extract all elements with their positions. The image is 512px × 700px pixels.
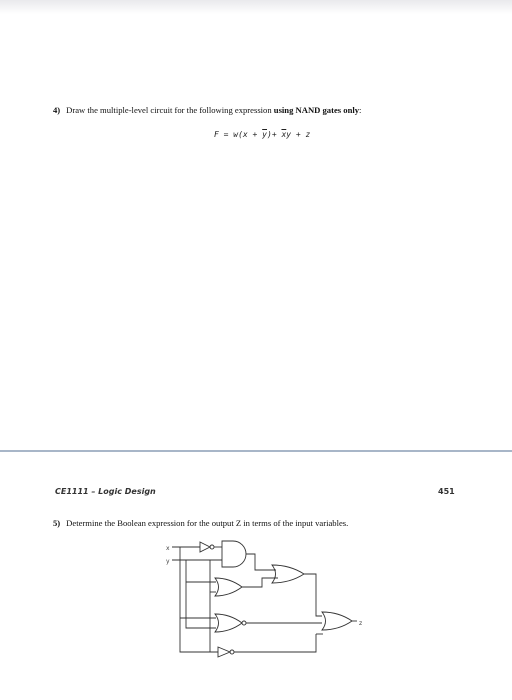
- course-footer: CE1111 – Logic Design: [55, 487, 156, 496]
- expression-xbar: $\overline{x}$: [281, 130, 287, 139]
- inverter-x-icon: [200, 542, 222, 552]
- question-4-colon: :: [359, 105, 362, 115]
- question-5-text: Determine the Boolean expression for the output Z in terms of the input variables.: [66, 518, 349, 528]
- expression-ybar: $\overline{y}$: [262, 130, 267, 139]
- or-gate-left-icon: [186, 578, 278, 596]
- expression-part-3: y + z: [286, 130, 311, 139]
- question-4-emphasis: using NAND gates only: [273, 105, 360, 115]
- question-4-number: 4): [53, 105, 61, 115]
- and-gate-icon: [222, 541, 276, 570]
- nor-gate-icon: [180, 600, 246, 632]
- expression-part-2: )+: [267, 130, 282, 139]
- expression-part-1: F = w(x +: [214, 130, 263, 139]
- or-gate-right-icon: [272, 565, 322, 616]
- page-number: 451: [438, 487, 455, 496]
- input-y-label: y: [166, 558, 170, 565]
- inverter-bottom-icon: [180, 630, 316, 657]
- input-x-label: x: [166, 545, 170, 552]
- output-z-label: z: [359, 620, 363, 627]
- question-4-text: Draw the multiple-level circuit for the following expression: [66, 105, 274, 115]
- output-or-gate-icon: [180, 612, 357, 634]
- question-5-number: 5): [53, 518, 61, 528]
